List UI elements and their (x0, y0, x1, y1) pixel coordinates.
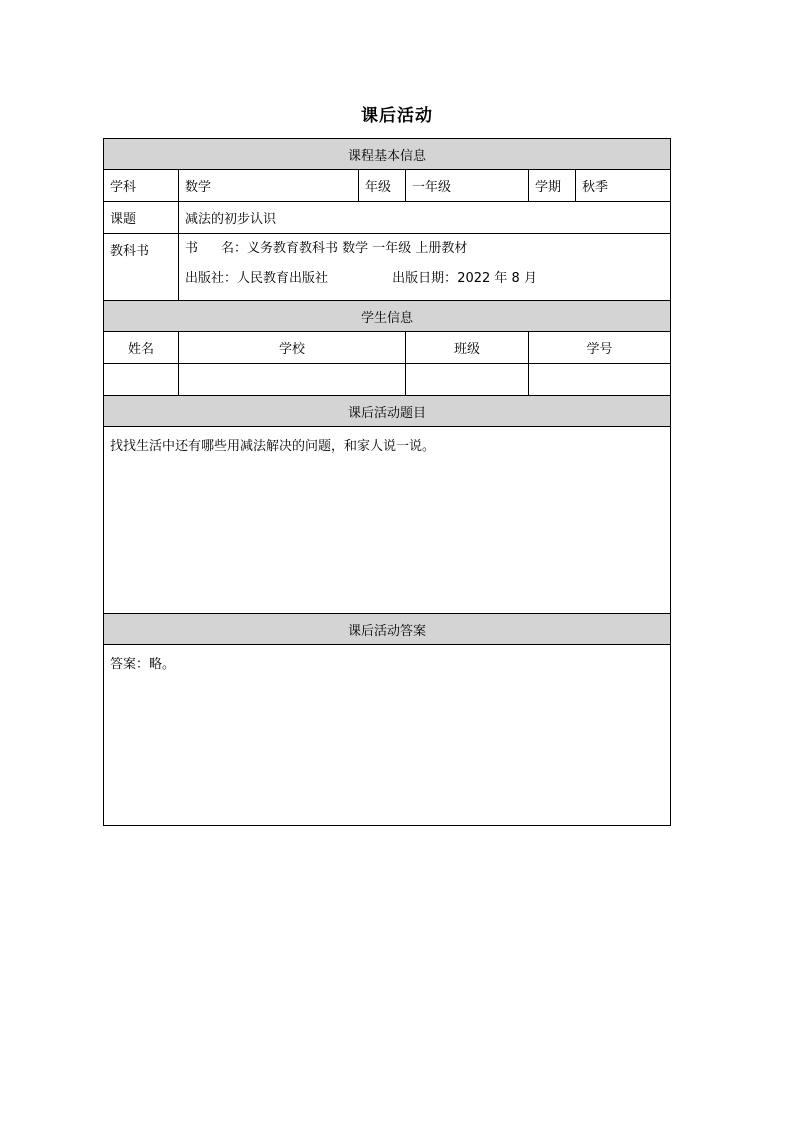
page-title: 课后活动 (361, 106, 433, 126)
topic-value: 减法的初步认识 (179, 202, 671, 234)
basic-info-header: 课程基本信息 (104, 139, 671, 170)
textbook-row (104, 234, 671, 301)
school-column-header: 学校 (179, 332, 406, 364)
grade-label: 年级 (359, 170, 406, 202)
pub-date (392, 270, 537, 288)
class-column-header: 班级 (406, 332, 529, 364)
class-field[interactable] (406, 364, 529, 396)
subject-label: 学科 (104, 170, 179, 202)
term-label: 学期 (529, 170, 576, 202)
answer-header: 课后活动答案 (104, 614, 671, 645)
textbook-details (179, 234, 671, 301)
publisher-line (185, 270, 664, 296)
publisher-label: 出版社： (185, 271, 238, 286)
basic-info-header-row (104, 139, 671, 170)
student-id-column-header: 学号 (529, 332, 671, 364)
activity-content: 找找生活中还有哪些用减法解决的问题，和家人说一说。 (104, 427, 671, 614)
book-name-label-2: 名： (221, 241, 248, 256)
student-id-field[interactable] (529, 364, 671, 396)
grade-value: 一年级 (406, 170, 529, 202)
answer-content: 答案：略。 (104, 645, 671, 826)
textbook-label: 教科书 (104, 234, 179, 301)
pub-date-value: 2022 年 8 月 (457, 271, 537, 286)
pub-date-label: 出版日期： (392, 271, 458, 286)
topic-label: 课题 (104, 202, 179, 234)
activity-content-row (104, 427, 671, 614)
answer-header-row (104, 614, 671, 645)
topic-row (104, 202, 671, 234)
answer-content-row (104, 645, 671, 826)
course-form-table (103, 138, 671, 826)
name-field[interactable] (104, 364, 179, 396)
subject-value: 数学 (179, 170, 359, 202)
subject-row (104, 170, 671, 202)
publisher-value: 人民教育出版社 (237, 271, 329, 286)
name-column-header: 姓名 (104, 332, 179, 364)
student-info-header-row (104, 301, 671, 332)
term-value: 秋季 (576, 170, 671, 202)
student-columns-row (104, 332, 671, 364)
activity-header: 课后活动题目 (104, 396, 671, 427)
book-name-line (185, 240, 664, 266)
book-name-value: 义务教育教科书 数学 一年级 上册教材 (247, 241, 468, 256)
student-info-header: 学生信息 (104, 301, 671, 332)
activity-header-row (104, 396, 671, 427)
student-values-row (104, 364, 671, 396)
school-field[interactable] (179, 364, 406, 396)
book-name-label-1: 书 (185, 241, 199, 256)
